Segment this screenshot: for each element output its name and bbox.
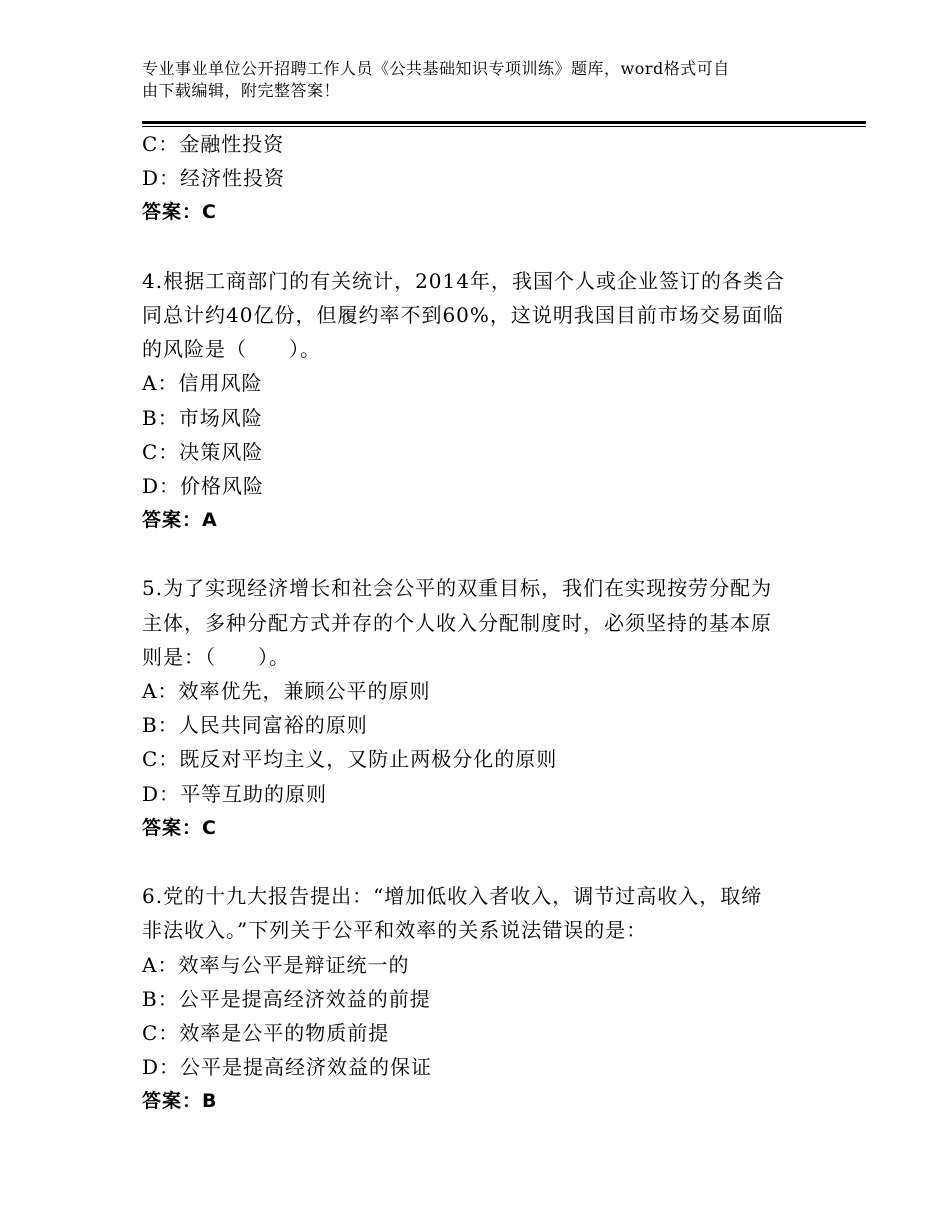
spacer: [142, 230, 822, 264]
answer-line: 答案：C: [142, 201, 217, 224]
question-stem-line: 6.党的十九大报告提出：“增加低收入者收入，调节过高收入，取缔: [142, 884, 763, 909]
option-d: D：价格风险: [142, 473, 265, 498]
option-b: B：市场风险: [142, 405, 263, 430]
spacer: [142, 537, 822, 571]
option-a: A：效率优先，兼顾公平的原则: [142, 679, 431, 703]
answer-line: 答案：C: [142, 816, 217, 839]
question-stem-line: 则是：（ ）。: [142, 644, 290, 669]
answer-line: 答案：B: [142, 1090, 218, 1113]
option-c: C：金融性投资: [142, 132, 285, 156]
option-b: B：人民共同富裕的原则: [142, 713, 368, 738]
option-d: D：公平是提高经济效益的保证: [142, 1055, 433, 1080]
partial-question: [142, 127, 822, 230]
page-header: [142, 58, 822, 102]
header-line-1: 专业事业单位公开招聘工作人员《公共基础知识专项训练》题库，word格式可自: [142, 59, 730, 78]
option-a: A：信用风险: [142, 371, 263, 396]
spacer: [142, 845, 822, 879]
question-stem-line: 的风险是（ ）。: [142, 337, 321, 362]
option-c: C：效率是公平的物质前提: [142, 1020, 390, 1045]
question-4: [142, 264, 822, 538]
question-stem-line: 主体，多种分配方式并存的个人收入分配制度时，必须坚持的基本原: [142, 610, 772, 635]
question-5: [142, 571, 822, 845]
question-stem-line: 非法收入。”下列关于公平和效率的关系说法错误的是：: [142, 918, 648, 943]
option-d: D：经济性投资: [142, 166, 286, 191]
question-stem-line: 4.根据工商部门的有关统计，2014年，我国个人或企业签订的各类合: [142, 268, 785, 293]
option-c: C：既反对平均主义，又防止两极分化的原则: [142, 747, 558, 772]
option-a: A：效率与公平是辩证统一的: [142, 952, 410, 977]
question-stem-line: 5.为了实现经济增长和社会公平的双重目标，我们在实现按劳分配为: [142, 576, 773, 601]
answer-line: 答案：A: [142, 509, 218, 532]
question-stem-line: 同总计约40亿份，但履约率不到60%，这说明我国目前市场交易面临: [142, 302, 784, 327]
option-c: C：决策风险: [142, 439, 264, 464]
document-body: [142, 127, 822, 1118]
header-rule-thick: [142, 121, 866, 124]
option-d: D：平等互助的原则: [142, 781, 328, 806]
header-line-2: 由下载编辑，附完整答案！: [142, 81, 341, 100]
option-b: B：公平是提高经济效益的前提: [142, 986, 431, 1011]
question-6: [142, 879, 822, 1118]
